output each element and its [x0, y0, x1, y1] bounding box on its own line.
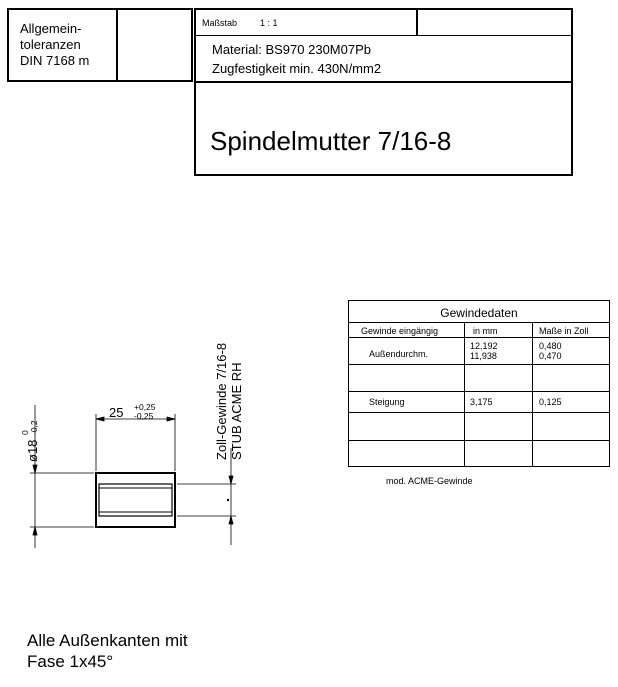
table-hline-5	[349, 412, 609, 413]
thread-label-line-1: Zoll-Gewinde 7/16-8	[214, 342, 229, 460]
chamfer-note-line-1: Alle Außenkanten mit	[27, 631, 188, 650]
outer-diameter-mm-min: 11,938	[470, 351, 497, 361]
header-mm: in mm	[473, 326, 498, 336]
length-arrow-right	[167, 417, 175, 421]
table-vline-1	[464, 322, 465, 467]
diameter-label-group	[20, 420, 40, 462]
header-thread: Gewinde eingängig	[361, 326, 439, 336]
material-text: Material: BS970 230M07Pb	[212, 42, 371, 57]
diameter-dimension	[30, 405, 94, 548]
part-title: Spindelmutter 7/16-8	[210, 126, 452, 156]
chamfer-note-line-2: Fase 1x45°	[27, 652, 114, 671]
thread-table-note: mod. ACME-Gewinde	[386, 476, 473, 486]
pitch-inch: 0,125	[539, 397, 562, 407]
diameter-tol-lower: -0,2	[29, 420, 39, 435]
table-hline-1	[349, 322, 609, 323]
thread-arrow-bottom	[229, 516, 233, 524]
tolerance-line-1: Allgemein-	[20, 21, 82, 36]
table-vline-2	[532, 322, 533, 467]
tensile-strength-text: Zugfestigkeit min. 430N/mm2	[212, 61, 382, 76]
thread-data-table	[348, 300, 610, 467]
header-inch: Maße in Zoll	[539, 326, 589, 336]
diameter-tol-upper: 0	[20, 430, 30, 435]
thread-dimension	[177, 448, 236, 545]
thread-center-dot	[227, 499, 229, 501]
part-outline	[96, 473, 175, 527]
row-label-outer-diameter: Außendurchm.	[369, 349, 429, 359]
tolerance-line-2: toleranzen	[20, 37, 81, 52]
thread-label-group	[214, 343, 244, 460]
outer-diameter-inch-max: 0,480	[539, 341, 562, 351]
table-hline-4	[349, 391, 609, 392]
thread-table-title: Gewindedaten	[440, 306, 518, 320]
length-tol-upper: +0,25	[134, 402, 156, 412]
scale-value: 1 : 1	[260, 18, 278, 28]
outer-diameter-inch-min: 0,470	[539, 351, 562, 361]
diameter-arrow-top	[33, 465, 37, 473]
diameter-arrow-bottom	[33, 527, 37, 535]
length-arrow-left	[96, 417, 104, 421]
table-hline-2	[349, 337, 609, 338]
pitch-mm: 3,175	[470, 397, 493, 407]
thread-bore	[99, 484, 172, 516]
table-hline-3	[349, 364, 609, 365]
length-dimension	[96, 414, 175, 471]
part-body	[96, 473, 175, 527]
chamfer-note	[27, 630, 188, 672]
length-dim-value: 25	[109, 405, 124, 420]
thread-arrow-top	[229, 476, 233, 484]
length-tol-lower: -0,25	[134, 411, 154, 421]
diameter-dim-value: ø18	[25, 439, 40, 462]
outer-diameter-mm-max: 12,192	[470, 341, 498, 351]
tolerance-line-3: DIN 7168 m	[20, 53, 90, 68]
row-label-pitch: Steigung	[369, 397, 405, 407]
table-hline-6	[349, 440, 609, 441]
scale-label: Maßstab	[202, 18, 238, 28]
thread-label-line-2: STUB ACME RH	[229, 362, 244, 460]
